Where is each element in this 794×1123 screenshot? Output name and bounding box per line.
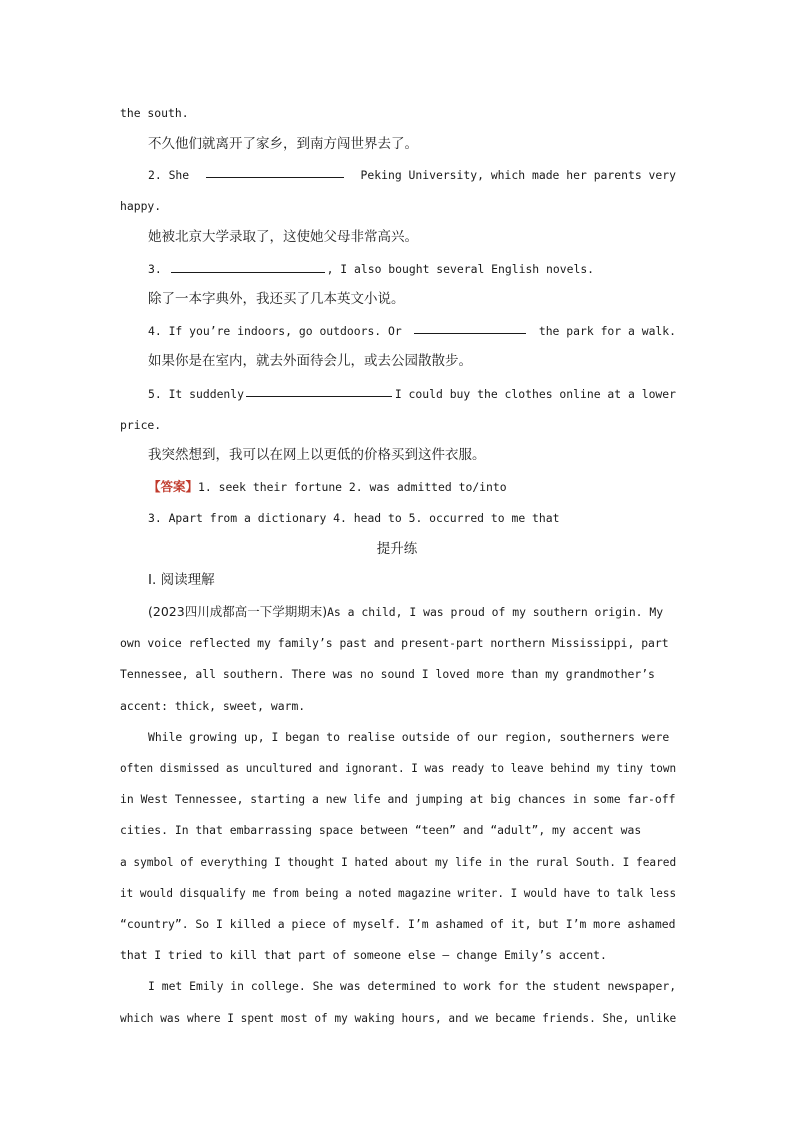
exercise-item [148,259,676,279]
item-text: 2. She [148,168,190,182]
item-text: the park for a walk. [538,324,676,338]
paragraph-line: which was where I spent most of my waking hours, and we became friends. She, unlike [120,1011,677,1025]
text-line: happy. [120,199,162,213]
item-text: I could buy the clothes online at a lower [394,387,676,401]
item-text: , I also bought several English novels. [326,262,595,276]
text-line: the south. [120,106,189,120]
item-text: 4. If you’re indoors, go outdoors. Or [148,324,402,338]
section-title: 提升练 [376,541,418,557]
exercise-item [148,384,676,404]
translation-line: 如果你是在室内，就去外面待会儿，或去公园散散步。 [148,353,472,369]
paragraph-text: As a child, I was proud of my southern origin. My [327,605,664,619]
paragraph-line: Tennessee, all southern. There was no sound I loved more than my grandmother’s [120,667,655,681]
answer-line [148,477,676,497]
answer-blank [206,165,344,178]
paragraph-line: I met Emily in college. She was determined to work for the student newspaper, [148,979,677,993]
item-text: Peking University, which made her parents very [360,168,676,182]
paragraph-line: in West Tennessee, starting a new life and jumping at big chances in some far-off [120,792,676,806]
paragraph-line: While growing up, I began to realise outside of our region, southerners were [148,730,670,744]
item-text: 3. [148,262,162,276]
answer-text: 1. seek their fortune 2. was admitted to/into [198,480,507,494]
paragraph-line: own voice reflected my family’s past and present-part northern Mississippi, part [120,636,669,650]
paragraph-line: that I tried to kill that part of someone else — change Emily’s accent. [120,948,607,962]
paragraph-line: cities. In that embarrassing space between “teen” and “adult”, my accent was [120,823,642,837]
translation-line: 不久他们就离开了家乡，到南方闯世界去了。 [148,136,418,152]
text-line: price. [120,418,162,432]
paragraph-line: accent: thick, sweet, warm. [120,699,306,713]
answer-line: 3. Apart from a dictionary 4. head to 5. occurred to me that [148,511,560,525]
answer-blank [171,260,325,273]
item-text: 5. It suddenly [148,387,245,401]
paragraph-line: “country”. So I killed a piece of myself. I’m ashamed of it, but I’m more ashamed [120,917,676,931]
exercise-item [148,165,676,185]
paragraph-line: a symbol of everything I thought I hated about my life in the rural South. I feared [120,855,677,869]
paragraph-line: often dismissed as uncultured and ignorant. I was ready to leave behind my tiny town [120,761,677,775]
translation-line: 她被北京大学录取了，这使她父母非常高兴。 [148,229,418,245]
answer-tag: 【答案】 [148,479,199,494]
translation-line: 除了一本字典外，我还买了几本英文小说。 [148,291,405,307]
section-subtitle: Ⅰ. 阅读理解 [148,572,215,588]
answer-blank [246,384,392,397]
answer-blank [414,321,526,334]
paragraph-line: it would disqualify me from being a noted magazine writer. I would have to talk less [120,886,677,900]
source-note: (2023四川成都高一下学期期末) [148,604,328,619]
paragraph-line [148,602,676,622]
translation-line: 我突然想到，我可以在网上以更低的价格买到这件衣服。 [148,447,486,463]
exercise-item [148,321,676,341]
